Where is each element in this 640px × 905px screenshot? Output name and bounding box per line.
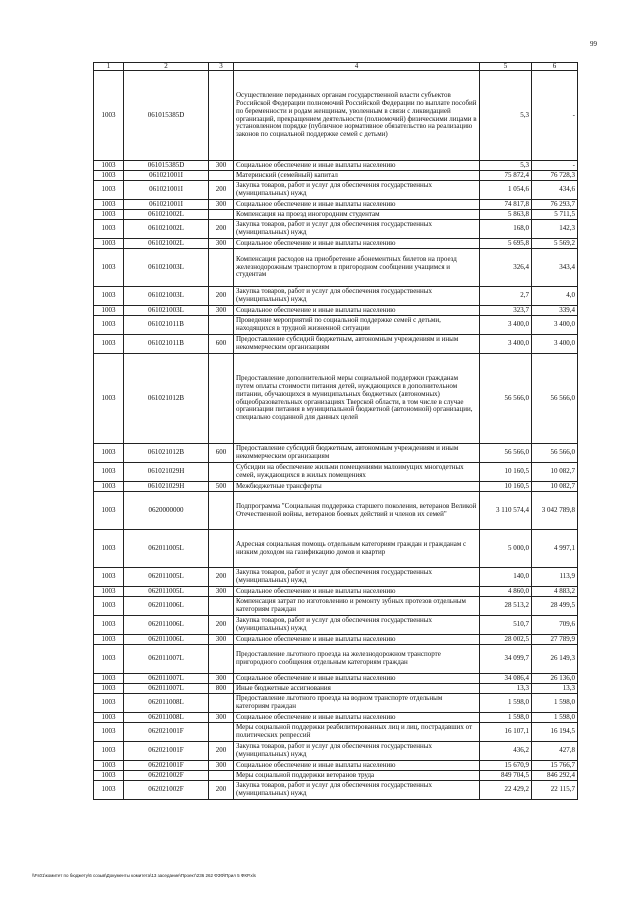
target-code-cell: 062011006L xyxy=(124,635,209,645)
section-code-cell: 1003 xyxy=(94,200,124,210)
target-code-cell: 062011008L xyxy=(124,713,209,723)
expense-type-cell: 300 xyxy=(209,761,234,771)
amount-fact-cell: 56 566,0 xyxy=(532,354,578,444)
expense-type-cell xyxy=(209,597,234,616)
amount-plan-cell: 22 429,2 xyxy=(480,781,532,800)
expense-type-cell: 500 xyxy=(209,482,234,492)
col-header-5: 5 xyxy=(480,63,532,71)
description-cell: Закупка товаров, работ и услуг для обеспечения государственных (муниципальных) нужд xyxy=(234,287,480,306)
expense-type-cell: 300 xyxy=(209,306,234,316)
amount-fact-cell: 76 728,3 xyxy=(532,171,578,181)
amount-plan-cell: 13,3 xyxy=(480,684,532,694)
target-code-cell: 062021002F xyxy=(124,781,209,800)
target-code-cell: 062011006L xyxy=(124,616,209,635)
expense-type-cell: 300 xyxy=(209,713,234,723)
description-cell: Закупка товаров, работ и услуг для обеспечения государственных (муниципальных) нужд xyxy=(234,616,480,635)
table-row xyxy=(94,597,578,616)
target-code-cell: 062021001F xyxy=(124,723,209,742)
description-cell: Закупка товаров, работ и услуг для обеспечения государственных (муниципальных) нужд xyxy=(234,568,480,587)
amount-plan-cell: 74 817,8 xyxy=(480,200,532,210)
table-row xyxy=(94,249,578,287)
expense-type-cell xyxy=(209,645,234,674)
expense-type-cell xyxy=(209,492,234,530)
description-cell: Закупка товаров, работ и услуг для обеспечения государственных (муниципальных) нужд xyxy=(234,220,480,239)
description-cell: Социальное обеспечение и иные выплаты населению xyxy=(234,674,480,684)
amount-fact-cell: 434,6 xyxy=(532,181,578,200)
section-code-cell: 1003 xyxy=(94,723,124,742)
amount-fact-cell: 5 711,5 xyxy=(532,210,578,220)
table-row xyxy=(94,171,578,181)
description-cell: Меры социальной поддержки ветеранов труда xyxy=(234,771,480,781)
amount-fact-cell: 3 400,0 xyxy=(532,335,578,354)
expense-type-cell: 300 xyxy=(209,161,234,171)
description-cell: Компенсация расходов на приобретение абонементных билетов на проезд железнодорожным транспортом в пригородном сообщении учащимся и студентам xyxy=(234,249,480,287)
section-code-cell: 1003 xyxy=(94,181,124,200)
expense-type-cell xyxy=(209,171,234,181)
expense-type-cell: 300 xyxy=(209,587,234,597)
section-code-cell: 1003 xyxy=(94,781,124,800)
amount-plan-cell: 28 002,5 xyxy=(480,635,532,645)
table-row xyxy=(94,684,578,694)
expense-type-cell: 200 xyxy=(209,742,234,761)
section-code-cell: 1003 xyxy=(94,694,124,713)
target-code-cell: 061021003L xyxy=(124,306,209,316)
amount-fact-cell: 1 598,0 xyxy=(532,694,578,713)
description-cell: Иные бюджетные ассигнования xyxy=(234,684,480,694)
description-cell: Закупка товаров, работ и услуг для обеспечения государственных (муниципальных) нужд xyxy=(234,181,480,200)
amount-plan-cell: 140,0 xyxy=(480,568,532,587)
description-cell: Социальное обеспечение и иные выплаты населению xyxy=(234,200,480,210)
section-code-cell: 1003 xyxy=(94,492,124,530)
table-row xyxy=(94,482,578,492)
section-code-cell: 1003 xyxy=(94,249,124,287)
expense-type-cell: 300 xyxy=(209,674,234,684)
description-cell: Осуществление переданных органам государственной власти субъектов Российской Федерации полномочий Российской Федерации по выплате пособий по беременности и родам женщинам, уволенным в связи с ликвидацией организаций, прекращением деятельности (полномочий) физическими лицами в установленном порядке (публичное нормативное обязательство на реализацию законов по социальной поддержке семей с детьми) xyxy=(234,71,480,161)
amount-fact-cell: 22 115,7 xyxy=(532,781,578,800)
expense-type-cell: 200 xyxy=(209,616,234,635)
description-cell: Предоставление льготного проезда на железнодорожном транспорте пригородного сообщения отдельным категориям граждан xyxy=(234,645,480,674)
amount-plan-cell: 34 086,4 xyxy=(480,674,532,684)
table-row xyxy=(94,316,578,335)
amount-fact-cell: 709,6 xyxy=(532,616,578,635)
col-header-3: 3 xyxy=(209,63,234,71)
section-code-cell: 1003 xyxy=(94,306,124,316)
table-row xyxy=(94,761,578,771)
expense-type-cell: 300 xyxy=(209,635,234,645)
amount-plan-cell: 10 160,5 xyxy=(480,482,532,492)
table-row xyxy=(94,239,578,249)
description-cell: Предоставление дополнительной меры социальной поддержки гражданам путем оплаты стоимости питания детей, нуждающихся в дополнительном питании, обучающихся в муниципальных бюджетных (автономных) общеобразовательных организациях Тверской области, в том числе в случае организации питания в муниципальной бюджетной (автономной) организации, специально созданной для данных целей xyxy=(234,354,480,444)
section-code-cell: 1003 xyxy=(94,530,124,568)
amount-fact-cell: - xyxy=(532,71,578,161)
amount-fact-cell: 16 194,5 xyxy=(532,723,578,742)
expense-type-cell: 800 xyxy=(209,684,234,694)
target-code-cell: 062011005L xyxy=(124,587,209,597)
description-cell: Социальное обеспечение и иные выплаты населению xyxy=(234,306,480,316)
amount-fact-cell: 26 136,0 xyxy=(532,674,578,684)
target-code-cell: 0620000000 xyxy=(124,492,209,530)
table-row xyxy=(94,161,578,171)
table-row xyxy=(94,181,578,200)
amount-plan-cell: 56 566,0 xyxy=(480,444,532,463)
amount-fact-cell: 5 569,2 xyxy=(532,239,578,249)
amount-plan-cell: 5 000,0 xyxy=(480,530,532,568)
expense-type-cell: 600 xyxy=(209,335,234,354)
target-code-cell: 061021002L xyxy=(124,220,209,239)
table-row xyxy=(94,616,578,635)
amount-plan-cell: 326,4 xyxy=(480,249,532,287)
section-code-cell: 1003 xyxy=(94,635,124,645)
amount-fact-cell: 76 293,7 xyxy=(532,200,578,210)
amount-plan-cell: 2,7 xyxy=(480,287,532,306)
section-code-cell: 1003 xyxy=(94,71,124,161)
table-row xyxy=(94,492,578,530)
table-row xyxy=(94,635,578,645)
expense-type-cell: 200 xyxy=(209,220,234,239)
description-cell: Социальное обеспечение и иные выплаты населению xyxy=(234,161,480,171)
target-code-cell: 062011005L xyxy=(124,530,209,568)
section-code-cell: 1003 xyxy=(94,587,124,597)
header-row xyxy=(94,63,578,71)
target-code-cell: 062011007L xyxy=(124,645,209,674)
section-code-cell: 1003 xyxy=(94,674,124,684)
amount-fact-cell: 3 400,0 xyxy=(532,316,578,335)
amount-fact-cell: 10 082,7 xyxy=(532,482,578,492)
description-cell: Подпрограмма "Социальная поддержка старшего поколения, ветеранов Великой Отечественной войны, ветеранов боевых действий и членов их семей" xyxy=(234,492,480,530)
target-code-cell: 061021011B xyxy=(124,335,209,354)
amount-plan-cell: 5 863,8 xyxy=(480,210,532,220)
amount-fact-cell: 56 566,0 xyxy=(532,444,578,463)
target-code-cell: 061021011B xyxy=(124,316,209,335)
table-row xyxy=(94,444,578,463)
page-number: 99 xyxy=(590,40,597,48)
target-code-cell: 061021001I xyxy=(124,200,209,210)
table-row xyxy=(94,568,578,587)
table-row xyxy=(94,781,578,800)
table-row xyxy=(94,530,578,568)
expense-type-cell xyxy=(209,249,234,287)
amount-fact-cell: 4 883,2 xyxy=(532,587,578,597)
expense-type-cell: 200 xyxy=(209,287,234,306)
section-code-cell: 1003 xyxy=(94,568,124,587)
target-code-cell: 061021029H xyxy=(124,463,209,482)
target-code-cell: 061021012B xyxy=(124,354,209,444)
section-code-cell: 1003 xyxy=(94,713,124,723)
target-code-cell: 062021001F xyxy=(124,742,209,761)
col-header-6: 6 xyxy=(532,63,578,71)
target-code-cell: 061015385D xyxy=(124,161,209,171)
description-cell: Социальное обеспечение и иные выплаты населению xyxy=(234,713,480,723)
amount-fact-cell: 846 292,4 xyxy=(532,771,578,781)
amount-fact-cell: 113,9 xyxy=(532,568,578,587)
amount-plan-cell: 1 598,0 xyxy=(480,694,532,713)
table-row xyxy=(94,287,578,306)
amount-plan-cell: 3 400,0 xyxy=(480,335,532,354)
description-cell: Субсидии на обеспечение жильми помещениями малоимущих многодетных семей, нуждающихся в жилых помещениях xyxy=(234,463,480,482)
section-code-cell: 1003 xyxy=(94,444,124,463)
target-code-cell: 062011006L xyxy=(124,597,209,616)
table-row xyxy=(94,463,578,482)
table-row xyxy=(94,71,578,161)
section-code-cell: 1003 xyxy=(94,161,124,171)
amount-fact-cell: 27 789,9 xyxy=(532,635,578,645)
section-code-cell: 1003 xyxy=(94,684,124,694)
description-cell: Закупка товаров, работ и услуг для обеспечения государственных (муниципальных) нужд xyxy=(234,781,480,800)
section-code-cell: 1003 xyxy=(94,645,124,674)
section-code-cell: 1003 xyxy=(94,771,124,781)
section-code-cell: 1003 xyxy=(94,742,124,761)
expense-type-cell xyxy=(209,771,234,781)
target-code-cell: 062011005L xyxy=(124,568,209,587)
file-path-footer: \\Fs01\комитет по бюджету\6 созыв\Документы комитета\13 заседание\Проект\236 262 ФЗФ\Прил 5 ФКР.xls xyxy=(32,873,256,878)
amount-fact-cell: - xyxy=(532,161,578,171)
target-code-cell: 061021003L xyxy=(124,287,209,306)
section-code-cell: 1003 xyxy=(94,761,124,771)
description-cell: Меры социальной поддержки реабилитированных лиц и лиц, пострадавших от политических репрессий xyxy=(234,723,480,742)
amount-plan-cell: 5 695,8 xyxy=(480,239,532,249)
amount-plan-cell: 5,3 xyxy=(480,71,532,161)
description-cell: Адресная социальная помощь отдельным категориям граждан и гражданам с низким доходом на газификацию домов и квартир xyxy=(234,530,480,568)
amount-plan-cell: 323,7 xyxy=(480,306,532,316)
expense-type-cell: 300 xyxy=(209,239,234,249)
description-cell: Закупка товаров, работ и услуг для обеспечения государственных (муниципальных) нужд xyxy=(234,742,480,761)
table-row xyxy=(94,306,578,316)
expense-type-cell xyxy=(209,694,234,713)
expense-type-cell xyxy=(209,530,234,568)
target-code-cell: 061021029H xyxy=(124,482,209,492)
target-code-cell: 061021001I xyxy=(124,181,209,200)
table-row xyxy=(94,645,578,674)
table-row xyxy=(94,354,578,444)
expense-type-cell xyxy=(209,210,234,220)
expense-type-cell: 200 xyxy=(209,781,234,800)
section-code-cell: 1003 xyxy=(94,239,124,249)
table-row xyxy=(94,713,578,723)
description-cell: Социальное обеспечение и иные выплаты населению xyxy=(234,239,480,249)
description-cell: Материнский (семейный) капитал xyxy=(234,171,480,181)
description-cell: Компенсация на проезд иногородним студентам xyxy=(234,210,480,220)
table-row xyxy=(94,220,578,239)
amount-plan-cell: 15 670,9 xyxy=(480,761,532,771)
description-cell: Социальное обеспечение и иные выплаты населению xyxy=(234,587,480,597)
amount-plan-cell: 849 704,5 xyxy=(480,771,532,781)
target-code-cell: 061021001I xyxy=(124,171,209,181)
expense-type-cell: 200 xyxy=(209,181,234,200)
target-code-cell: 062011008L xyxy=(124,694,209,713)
expense-type-cell xyxy=(209,723,234,742)
col-header-2: 2 xyxy=(124,63,209,71)
amount-fact-cell: 15 766,7 xyxy=(532,761,578,771)
target-code-cell: 062021001F xyxy=(124,761,209,771)
section-code-cell: 1003 xyxy=(94,354,124,444)
description-cell: Социальное обеспечение и иные выплаты населению xyxy=(234,761,480,771)
table-row xyxy=(94,771,578,781)
amount-fact-cell: 427,8 xyxy=(532,742,578,761)
section-code-cell: 1003 xyxy=(94,616,124,635)
amount-plan-cell: 3 110 574,4 xyxy=(480,492,532,530)
description-cell: Проведение мероприятий по социальной поддержке семей с детьми, находящихся в трудной жизненной ситуации xyxy=(234,316,480,335)
amount-plan-cell: 1 598,0 xyxy=(480,713,532,723)
amount-plan-cell: 16 107,1 xyxy=(480,723,532,742)
col-header-1: 1 xyxy=(94,63,124,71)
target-code-cell: 061015385D xyxy=(124,71,209,161)
target-code-cell: 062011007L xyxy=(124,684,209,694)
amount-fact-cell: 3 042 789,8 xyxy=(532,492,578,530)
target-code-cell: 061021012B xyxy=(124,444,209,463)
section-code-cell: 1003 xyxy=(94,482,124,492)
target-code-cell: 061021002L xyxy=(124,239,209,249)
table-body xyxy=(94,71,578,800)
section-code-cell: 1003 xyxy=(94,316,124,335)
expense-type-cell xyxy=(209,354,234,444)
target-code-cell: 062011007L xyxy=(124,674,209,684)
amount-fact-cell: 1 598,0 xyxy=(532,713,578,723)
table-row xyxy=(94,200,578,210)
table-row xyxy=(94,335,578,354)
amount-fact-cell: 4 997,1 xyxy=(532,530,578,568)
table-row xyxy=(94,742,578,761)
target-code-cell: 062021002F xyxy=(124,771,209,781)
amount-fact-cell: 10 082,7 xyxy=(532,463,578,482)
amount-plan-cell: 4 860,0 xyxy=(480,587,532,597)
amount-fact-cell: 339,4 xyxy=(532,306,578,316)
description-cell: Межбюджетные трансферты xyxy=(234,482,480,492)
section-code-cell: 1003 xyxy=(94,220,124,239)
amount-plan-cell: 1 054,6 xyxy=(480,181,532,200)
target-code-cell: 061021003L xyxy=(124,249,209,287)
section-code-cell: 1003 xyxy=(94,287,124,306)
amount-plan-cell: 5,3 xyxy=(480,161,532,171)
expense-type-cell xyxy=(209,71,234,161)
table-row xyxy=(94,587,578,597)
amount-plan-cell: 168,0 xyxy=(480,220,532,239)
budget-table xyxy=(93,62,578,800)
description-cell: Социальное обеспечение и иные выплаты населению xyxy=(234,635,480,645)
table-row xyxy=(94,674,578,684)
amount-plan-cell: 75 872,4 xyxy=(480,171,532,181)
target-code-cell: 061021002L xyxy=(124,210,209,220)
amount-plan-cell: 34 099,7 xyxy=(480,645,532,674)
amount-fact-cell: 4,0 xyxy=(532,287,578,306)
expense-type-cell xyxy=(209,316,234,335)
table-row xyxy=(94,210,578,220)
amount-fact-cell: 28 499,5 xyxy=(532,597,578,616)
expense-type-cell: 300 xyxy=(209,200,234,210)
description-cell: Предоставление субсидий бюджетным, автономным учреждениям и иным некоммерческим организациям xyxy=(234,444,480,463)
amount-fact-cell: 343,4 xyxy=(532,249,578,287)
expense-type-cell xyxy=(209,463,234,482)
amount-plan-cell: 510,7 xyxy=(480,616,532,635)
amount-plan-cell: 28 513,2 xyxy=(480,597,532,616)
table-row xyxy=(94,723,578,742)
amount-plan-cell: 10 160,5 xyxy=(480,463,532,482)
table-row xyxy=(94,694,578,713)
amount-fact-cell: 142,3 xyxy=(532,220,578,239)
description-cell: Предоставление субсидий бюджетным, автономным учреждениям и иным некоммерческим организациям xyxy=(234,335,480,354)
amount-fact-cell: 13,3 xyxy=(532,684,578,694)
col-header-4: 4 xyxy=(234,63,480,71)
section-code-cell: 1003 xyxy=(94,210,124,220)
section-code-cell: 1003 xyxy=(94,597,124,616)
expense-type-cell: 200 xyxy=(209,568,234,587)
description-cell: Компенсация затрат по изготовлению и ремонту зубных протезов отдельным категориям граждан xyxy=(234,597,480,616)
amount-plan-cell: 3 400,0 xyxy=(480,316,532,335)
amount-fact-cell: 26 149,3 xyxy=(532,645,578,674)
amount-plan-cell: 436,2 xyxy=(480,742,532,761)
amount-plan-cell: 56 566,0 xyxy=(480,354,532,444)
section-code-cell: 1003 xyxy=(94,463,124,482)
expense-type-cell: 600 xyxy=(209,444,234,463)
description-cell: Предоставление льготного проезда на водном транспорте отдельным категориям граждан xyxy=(234,694,480,713)
section-code-cell: 1003 xyxy=(94,335,124,354)
section-code-cell: 1003 xyxy=(94,171,124,181)
